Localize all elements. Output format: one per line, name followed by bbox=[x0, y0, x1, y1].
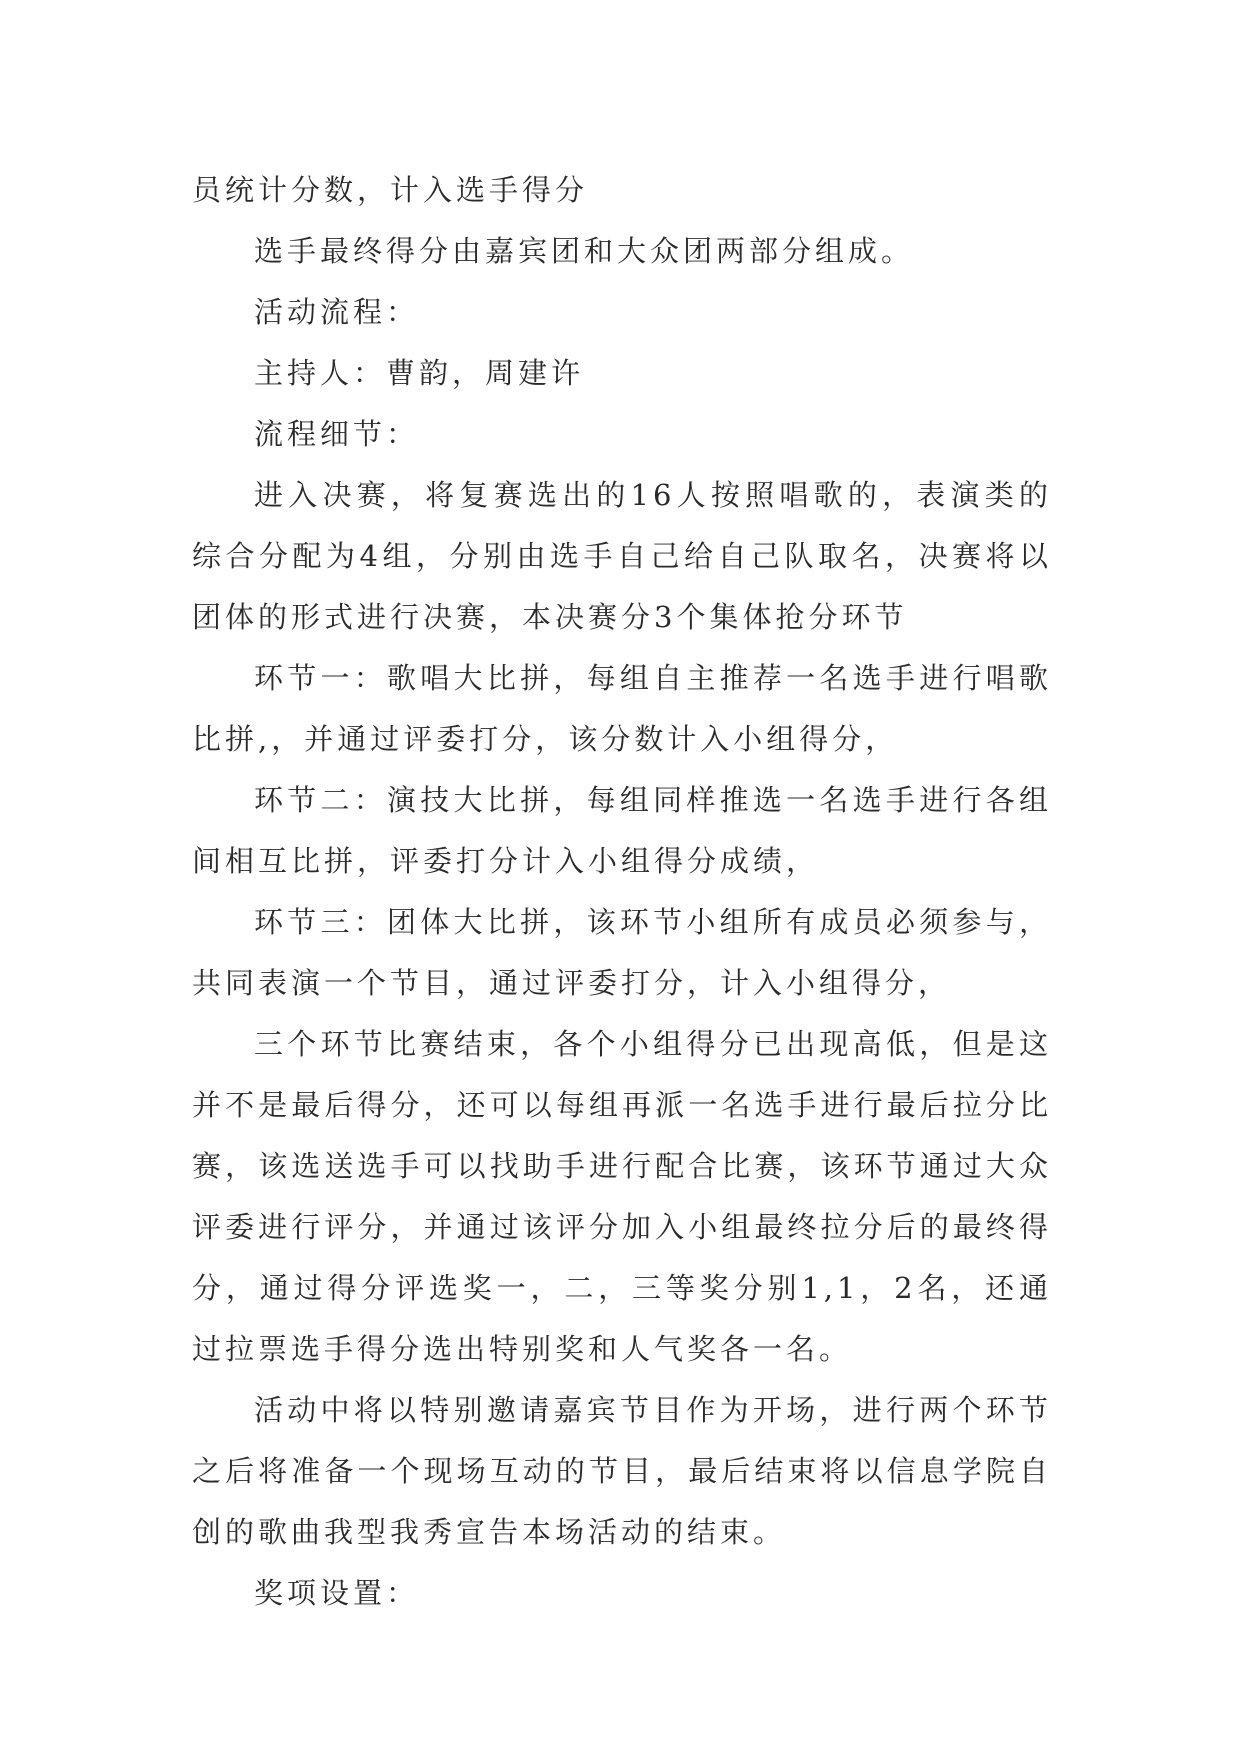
paragraph-activity-flow-heading: 活动流程： bbox=[254, 295, 420, 329]
document-body bbox=[192, 160, 1052, 1624]
paragraph-scoring-continued: 员统计分数，计入选手得分 bbox=[192, 173, 589, 207]
paragraph-awards-heading: 奖项设置： bbox=[254, 1576, 420, 1610]
paragraph-round-one: 环节一：歌唱大比拼，每组自主推荐一名选手进行唱歌比拼,，并通过评委打分，该分数计入小组得分， bbox=[192, 661, 1052, 756]
paragraph-final-score: 选手最终得分由嘉宾团和大众团两部分组成。 bbox=[254, 234, 915, 268]
paragraph-round-three: 环节三：团体大比拼，该环节小组所有成员必须参与，共同表演一个节目，通过评委打分，计入小组得分， bbox=[192, 905, 1052, 1000]
paragraph-finals-intro: 进入决赛，将复赛选出的16人按照唱歌的，表演类的综合分配为4组，分别由选手自己给自己队取名，决赛将以团体的形式进行决赛，本决赛分3个集体抢分环节 bbox=[192, 478, 1052, 634]
paragraph-final-round: 三个环节比赛结束，各个小组得分已出现高低，但是这并不是最后得分，还可以每组再派一名选手进行最后拉分比赛，该选送选手可以找助手进行配合比赛，该环节通过大众评委进行评分，并通过该评分加入小组最终拉分后的最终得分，通过得分评选奖一，二，三等奖分别1,1，2名，还通过拉票选手得分选出特别奖和人气奖各一名。 bbox=[192, 1027, 1052, 1366]
paragraph-round-two: 环节二：演技大比拼，每组同样推选一名选手进行各组间相互比拼，评委打分计入小组得分成绩， bbox=[192, 783, 1052, 878]
paragraph-flow-details-heading: 流程细节： bbox=[254, 417, 420, 451]
paragraph-hosts: 主持人：曹韵，周建许 bbox=[254, 356, 585, 390]
paragraph-opening-closing: 活动中将以特别邀请嘉宾节目作为开场，进行两个环节之后将准备一个现场互动的节目，最后结束将以信息学院自创的歌曲我型我秀宣告本场活动的结束。 bbox=[192, 1393, 1052, 1549]
